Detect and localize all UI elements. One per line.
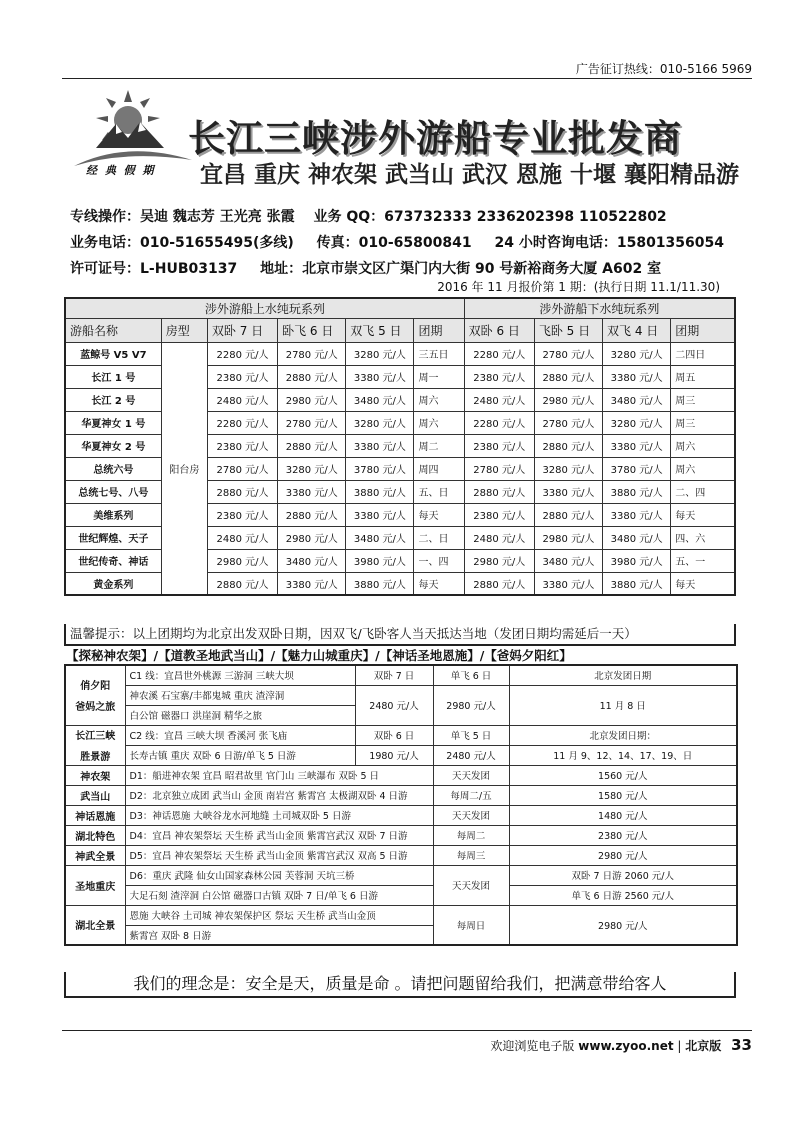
departure-days: 周三: [671, 388, 735, 411]
col-header: 双卧 7 日: [207, 318, 277, 342]
ad-hotline: 广告征订热线：010-5166 5969: [575, 62, 752, 76]
price: 2980 元/人: [278, 526, 346, 549]
price: 3480 元/人: [346, 526, 414, 549]
tour-route: D3：神话恩施 大峡谷龙水河地缝 土司城双卧 5 日游: [125, 805, 433, 825]
route-c2-line2: 长寿古镇 重庆 双卧 6 日游/单飞 5 日游: [125, 745, 355, 765]
tour-group-label: [65, 725, 125, 765]
tour-route: D5：宜昌 神农架祭坛 天生桥 武当山金顶 紫霄宫武汉 双高 5 日游: [125, 845, 433, 865]
tour-price: 2980 元/人: [509, 905, 737, 945]
departure-days: 周二: [414, 434, 464, 457]
price: 2280 元/人: [207, 342, 277, 365]
price: 2780 元/人: [534, 411, 602, 434]
price: 3380 元/人: [603, 365, 671, 388]
price: 3480 元/人: [534, 549, 602, 572]
departure-date: 11 月 8 日: [509, 685, 737, 725]
tour-group-label-2: 爸妈之旅: [75, 702, 116, 714]
price: 2380 元/人: [464, 434, 534, 457]
tour-schedule: 每周日: [433, 905, 509, 945]
fax: 传真：010-65800841: [316, 235, 472, 251]
contact-line-1: [70, 206, 667, 226]
route-d7: 恩施 大峡谷 土司城 神农架保护区 祭坛 天生桥 武当山金顶: [125, 905, 433, 925]
price: 3480 元/人: [603, 526, 671, 549]
footer: 欢迎浏览电子版 www.zyoo.net | 北京版 33: [490, 1036, 752, 1054]
price: 2480 元/人: [207, 388, 277, 411]
price-period: 2016 年 11 月报价第 1 期：(执行日期 11.1/11.30): [437, 280, 720, 294]
license-number: 许可证号：L-HUB03137: [70, 261, 238, 277]
table-row: [65, 805, 737, 825]
price: 3480 元/人: [278, 549, 346, 572]
price: 3280 元/人: [534, 457, 602, 480]
price: 2980 元/人: [278, 388, 346, 411]
departure-days: 二、四: [671, 480, 735, 503]
price: 2480 元/人: [464, 388, 534, 411]
table-row: [65, 342, 735, 365]
route-c1-line3: 白公馆 磁器口 洪崖洞 精华之旅: [125, 705, 355, 725]
route-d6-line2: 大足石刻 渣滓洞 白公馆 磁器口古镇 双卧 7 日/单飞 6 日游: [125, 885, 433, 905]
tour-label: 神武全景: [65, 845, 125, 865]
route-c2: C2 线：宜昌 三峡大坝 香溪河 张飞庙: [125, 725, 355, 745]
tour-price: 2480 元/人: [433, 745, 509, 765]
tour-route: D1：船进神农架 宜昌 昭君故里 官门山 三峡瀑布 双卧 5 日: [125, 765, 433, 785]
price: 3780 元/人: [603, 457, 671, 480]
tour-group-label-2: 胜景游: [80, 752, 111, 763]
price: 2880 元/人: [534, 365, 602, 388]
tour-schedule: 天天发团: [433, 765, 509, 785]
price: 2880 元/人: [464, 572, 534, 595]
departure-days: 周五: [671, 365, 735, 388]
col-header: 飞卧 5 日: [534, 318, 602, 342]
table-row: [65, 845, 737, 865]
table-row: [65, 825, 737, 845]
price: 2280 元/人: [207, 411, 277, 434]
departure-days: 每天: [671, 503, 735, 526]
tour-schedule: 每周二: [433, 825, 509, 845]
contact-line-2: [70, 232, 724, 252]
tour-label: 神农架: [65, 765, 125, 785]
room-type: 阳台房: [161, 342, 207, 595]
ship-name: 黄金系列: [65, 572, 161, 595]
price: 2880 元/人: [278, 365, 346, 388]
footer-site-link[interactable]: www.zyoo.net: [578, 1039, 674, 1053]
price: 3480 元/人: [346, 388, 414, 411]
tour-route: D4：宜昌 神农架祭坛 天生桥 武当山金顶 紫霄宫武汉 双卧 7 日游: [125, 825, 433, 845]
col-header: 双飞 5 日: [346, 318, 414, 342]
tour-price: 2380 元/人: [509, 825, 737, 845]
ship-name: 美维系列: [65, 503, 161, 526]
departure-days: 五、一: [671, 549, 735, 572]
tour-price-table: [64, 664, 738, 946]
tour-group-label-1: 长江三峡: [75, 731, 116, 742]
col-header: 团期: [414, 318, 464, 342]
col-header: 游船名称: [65, 318, 161, 342]
ship-name: 总统七号、八号: [65, 480, 161, 503]
price: 2880 元/人: [278, 434, 346, 457]
upstream-title: 涉外游船上水纯玩系列: [65, 298, 464, 318]
tour-type: 单飞 6 日: [433, 665, 509, 685]
ship-name: 华夏神女 1 号: [65, 411, 161, 434]
top-rule: [62, 78, 752, 79]
table-row: [65, 765, 737, 785]
price: 2780 元/人: [278, 411, 346, 434]
col-header: 团期: [671, 318, 735, 342]
page-subtitle: 宜昌 重庆 神农架 武当山 武汉 恩施 十堰 襄阳精品游: [200, 162, 740, 188]
price: 3980 元/人: [603, 549, 671, 572]
price: 2880 元/人: [534, 503, 602, 526]
footer-text: 欢迎浏览电子版: [490, 1039, 575, 1053]
ship-name: 长江 2 号: [65, 388, 161, 411]
tour-type: 单飞 5 日: [433, 725, 509, 745]
departure-days: 一、四: [414, 549, 464, 572]
tour-type: 双卧 7 日: [355, 665, 433, 685]
address: 地址：北京市崇文区广渠门内大街 90 号新裕商务大厦 A602 室: [260, 261, 662, 277]
tour-schedule: 每周二/五: [433, 785, 509, 805]
departure-days: 周六: [671, 457, 735, 480]
tour-price: 1560 元/人: [509, 765, 737, 785]
departure-days: 周六: [414, 411, 464, 434]
price: 2880 元/人: [534, 434, 602, 457]
departure-days: 二四日: [671, 342, 735, 365]
page-title: 长江三峡涉外游船专业批发商: [188, 117, 682, 160]
price: 2280 元/人: [464, 411, 534, 434]
price: 3880 元/人: [346, 480, 414, 503]
departure-days: 五、日: [414, 480, 464, 503]
price: 2980 元/人: [207, 549, 277, 572]
ship-name: 华夏神女 2 号: [65, 434, 161, 457]
ship-name: 总统六号: [65, 457, 161, 480]
price: 3380 元/人: [346, 503, 414, 526]
price: 3280 元/人: [346, 411, 414, 434]
tour-schedule: 天天发团: [433, 865, 509, 905]
price: 3280 元/人: [603, 342, 671, 365]
notice: 温馨提示：以上团期均为北京出发双卧日期，因双飞/飞卧客人当天抵达当地（发团日期均需延后一天）: [64, 624, 736, 646]
price: 3380 元/人: [346, 365, 414, 388]
departure-days: 每天: [414, 572, 464, 595]
price: 2380 元/人: [207, 503, 277, 526]
price: 3380 元/人: [603, 503, 671, 526]
departure-days: 周四: [414, 457, 464, 480]
price: 2880 元/人: [464, 480, 534, 503]
tour-route: D2：北京独立成团 武当山 金顶 南岩宫 紫霄宫 太极湖双卧 4 日游: [125, 785, 433, 805]
price: 3380 元/人: [534, 480, 602, 503]
route-c1-line2: 神农溪 石宝寨/丰都鬼城 重庆 渣滓洞: [125, 685, 355, 705]
departure-days: 周一: [414, 365, 464, 388]
price: 2880 元/人: [207, 572, 277, 595]
price: 3880 元/人: [346, 572, 414, 595]
price: 3380 元/人: [278, 480, 346, 503]
operators: 专线操作：吴迪 魏志芳 王光亮 张霞: [70, 209, 295, 225]
price: 2380 元/人: [464, 365, 534, 388]
footer-edition: 北京版: [685, 1039, 722, 1053]
tour-label: 湖北全景: [65, 905, 125, 945]
price: 3380 元/人: [278, 572, 346, 595]
contact-line-3: [70, 258, 661, 278]
motto: 我们的理念是：安全是天，质量是命 。请把问题留给我们，把满意带给客人: [64, 972, 736, 998]
bottom-rule: [62, 1030, 752, 1031]
tour-price: 2980 元/人: [509, 845, 737, 865]
price: 3380 元/人: [534, 572, 602, 595]
tour-schedule: 天天发团: [433, 805, 509, 825]
price: 3280 元/人: [346, 342, 414, 365]
price: 3380 元/人: [346, 434, 414, 457]
departure-days: 四、六: [671, 526, 735, 549]
price: 2380 元/人: [464, 503, 534, 526]
downstream-title: 涉外游船下水纯玩系列: [464, 298, 735, 318]
tour-price: 1980 元/人: [355, 745, 433, 765]
price: 2280 元/人: [464, 342, 534, 365]
tour-group-label: [65, 665, 125, 725]
price: 3980 元/人: [346, 549, 414, 572]
tour-type: 双卧 6 日: [355, 725, 433, 745]
price: 3280 元/人: [603, 411, 671, 434]
qq-numbers: 业务 QQ：673732333 2336202398 110522802: [313, 209, 667, 225]
departure-header: 北京发团日期：: [509, 725, 737, 745]
ship-name: 蓝鲸号 V5 V7: [65, 342, 161, 365]
page-number: 33: [731, 1036, 752, 1054]
tour-schedule: 每周三: [433, 845, 509, 865]
ship-name: 长江 1 号: [65, 365, 161, 388]
departure-days: 每天: [414, 503, 464, 526]
price: 2780 元/人: [278, 342, 346, 365]
price: 2780 元/人: [534, 342, 602, 365]
hotline-24h: 24 小时咨询电话：15801356054: [494, 235, 724, 251]
route-c1: C1 线：宜昌世外桃源 三游洞 三峡大坝: [125, 665, 355, 685]
route-d7-line2: 紫霄宫 双卧 8 日游: [125, 925, 433, 945]
price: 3280 元/人: [278, 457, 346, 480]
departure-days: 周六: [414, 388, 464, 411]
tour-label: 武当山: [65, 785, 125, 805]
cruise-price-table: [64, 297, 736, 596]
tour-label: 湖北特色: [65, 825, 125, 845]
tour-price: 单飞 6 日游 2560 元/人: [509, 885, 737, 905]
price: 2480 元/人: [464, 526, 534, 549]
price: 2380 元/人: [207, 434, 277, 457]
price: 2980 元/人: [534, 388, 602, 411]
ship-name: 世纪辉煌、天子: [65, 526, 161, 549]
price: 3880 元/人: [603, 480, 671, 503]
tour-price: 双卧 7 日游 2060 元/人: [509, 865, 737, 885]
price: 2780 元/人: [207, 457, 277, 480]
col-header: 双飞 4 日: [603, 318, 671, 342]
tour-label: 圣地重庆: [65, 865, 125, 905]
tour-label: 神话恩施: [65, 805, 125, 825]
price: 2780 元/人: [464, 457, 534, 480]
tour-price: 1580 元/人: [509, 785, 737, 805]
departure-date: 11 月 9、12、14、17、19、日: [509, 745, 737, 765]
tour-price: 1480 元/人: [509, 805, 737, 825]
price: 2980 元/人: [534, 526, 602, 549]
brand-name: 经 典 假 期: [86, 164, 156, 177]
tour-group-label-1: 俏夕阳: [80, 681, 111, 693]
price: 2480 元/人: [207, 526, 277, 549]
price: 3780 元/人: [346, 457, 414, 480]
departure-days: 周三: [671, 411, 735, 434]
tour-price: 2480 元/人: [355, 685, 433, 725]
route-d6: D6：重庆 武隆 仙女山国家森林公园 芙蓉洞 天坑三桥: [125, 865, 433, 885]
price: 2880 元/人: [207, 480, 277, 503]
price: 3880 元/人: [603, 572, 671, 595]
table-row: [65, 785, 737, 805]
price: 2880 元/人: [278, 503, 346, 526]
price: 3480 元/人: [603, 388, 671, 411]
departure-days: 二、日: [414, 526, 464, 549]
col-header: 房型: [161, 318, 207, 342]
ship-name: 世纪传奇、神话: [65, 549, 161, 572]
departure-days: 三五日: [414, 342, 464, 365]
departure-days: 周六: [671, 434, 735, 457]
tour-price: 2980 元/人: [433, 685, 509, 725]
departure-header: 北京发团日期: [509, 665, 737, 685]
price: 2980 元/人: [464, 549, 534, 572]
business-phone: 业务电话：010-51655495(多线): [70, 235, 294, 251]
col-header: 卧飞 6 日: [278, 318, 346, 342]
price: 3380 元/人: [603, 434, 671, 457]
tour-categories: 【探秘神农架】/【道教圣地武当山】/【魅力山城重庆】/【神话圣地恩施】/【爸妈夕阳红】: [66, 648, 572, 663]
departure-days: 每天: [671, 572, 735, 595]
price: 2380 元/人: [207, 365, 277, 388]
col-header: 双卧 6 日: [464, 318, 534, 342]
